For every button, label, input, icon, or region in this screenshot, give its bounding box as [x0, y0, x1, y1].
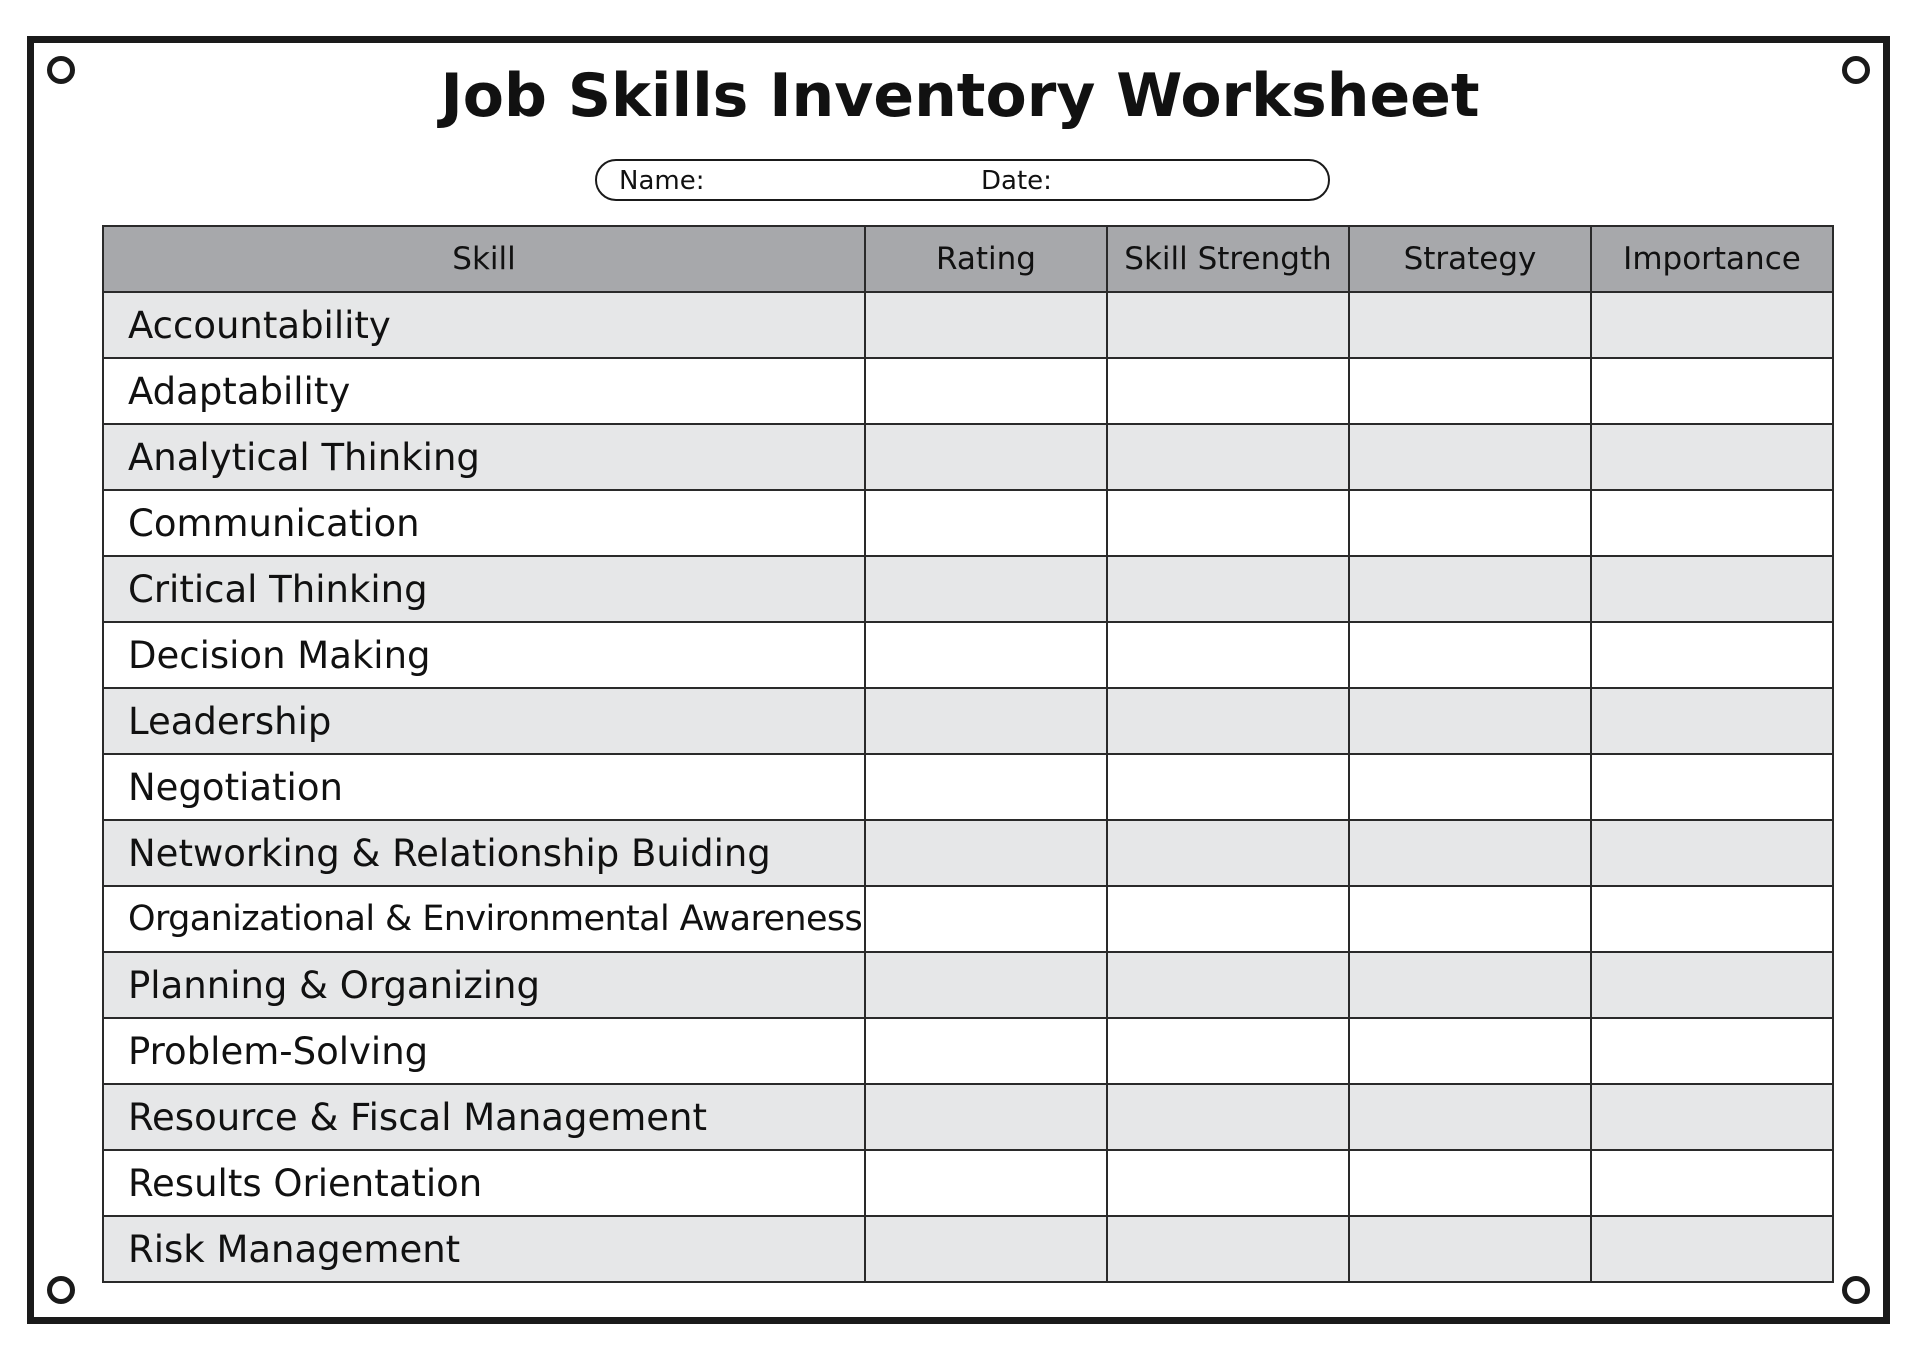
importance-cell[interactable]	[1591, 622, 1833, 688]
name-date-field[interactable]	[595, 159, 1330, 201]
table-row	[103, 424, 1833, 490]
rating-cell[interactable]	[865, 490, 1107, 556]
importance-cell[interactable]	[1591, 1084, 1833, 1150]
importance-cell[interactable]	[1591, 490, 1833, 556]
rating-cell[interactable]	[865, 1084, 1107, 1150]
skill-strength-cell[interactable]	[1107, 754, 1349, 820]
strategy-cell[interactable]	[1349, 490, 1591, 556]
skill-strength-cell[interactable]	[1107, 622, 1349, 688]
skill-strength-cell[interactable]	[1107, 820, 1349, 886]
grommet-circle-icon	[47, 1276, 75, 1304]
rating-cell[interactable]	[865, 952, 1107, 1018]
grommet-circle-icon	[1842, 1276, 1870, 1304]
date-label: Date:	[981, 166, 1052, 196]
skill-strength-cell[interactable]	[1107, 886, 1349, 952]
importance-cell[interactable]	[1591, 754, 1833, 820]
name-label: Name:	[619, 166, 705, 196]
table-header-row	[103, 226, 1833, 292]
table-row	[103, 688, 1833, 754]
importance-cell[interactable]	[1591, 952, 1833, 1018]
strategy-cell[interactable]	[1349, 1216, 1591, 1282]
skill-name-cell: Resource & Fiscal Management	[103, 1084, 865, 1150]
skill-name-cell: Results Orientation	[103, 1150, 865, 1216]
header-rating: Rating	[865, 226, 1107, 292]
page-title: Job Skills Inventory Worksheet	[440, 61, 1480, 131]
skill-name-cell: Organizational & Environmental Awareness	[103, 886, 865, 952]
strategy-cell[interactable]	[1349, 424, 1591, 490]
skill-strength-cell[interactable]	[1107, 1084, 1349, 1150]
strategy-cell[interactable]	[1349, 556, 1591, 622]
skill-name-cell: Networking & Relationship Buiding	[103, 820, 865, 886]
table-row	[103, 754, 1833, 820]
table-row	[103, 1216, 1833, 1282]
skill-name-cell: Critical Thinking	[103, 556, 865, 622]
strategy-cell[interactable]	[1349, 622, 1591, 688]
strategy-cell[interactable]	[1349, 688, 1591, 754]
strategy-cell[interactable]	[1349, 952, 1591, 1018]
skill-name-cell: Communication	[103, 490, 865, 556]
skill-strength-cell[interactable]	[1107, 490, 1349, 556]
strategy-cell[interactable]	[1349, 292, 1591, 358]
header-strategy: Strategy	[1349, 226, 1591, 292]
skill-name-cell: Negotiation	[103, 754, 865, 820]
skill-strength-cell[interactable]	[1107, 952, 1349, 1018]
skills-inventory-table	[102, 225, 1834, 1283]
strategy-cell[interactable]	[1349, 358, 1591, 424]
rating-cell[interactable]	[865, 754, 1107, 820]
rating-cell[interactable]	[865, 1150, 1107, 1216]
table-row	[103, 952, 1833, 1018]
importance-cell[interactable]	[1591, 1216, 1833, 1282]
skill-name-cell: Decision Making	[103, 622, 865, 688]
skill-name-cell: Problem-Solving	[103, 1018, 865, 1084]
table-row	[103, 886, 1833, 952]
skill-name-cell: Risk Management	[103, 1216, 865, 1282]
table-row	[103, 1018, 1833, 1084]
table-row	[103, 490, 1833, 556]
header-skill: Skill	[103, 226, 865, 292]
skill-name-cell: Accountability	[103, 292, 865, 358]
importance-cell[interactable]	[1591, 556, 1833, 622]
importance-cell[interactable]	[1591, 358, 1833, 424]
table-row	[103, 292, 1833, 358]
rating-cell[interactable]	[865, 1216, 1107, 1282]
strategy-cell[interactable]	[1349, 754, 1591, 820]
skill-strength-cell[interactable]	[1107, 358, 1349, 424]
table-row	[103, 358, 1833, 424]
strategy-cell[interactable]	[1349, 1084, 1591, 1150]
skill-strength-cell[interactable]	[1107, 688, 1349, 754]
rating-cell[interactable]	[865, 358, 1107, 424]
rating-cell[interactable]	[865, 292, 1107, 358]
skill-strength-cell[interactable]	[1107, 1216, 1349, 1282]
header-skill-strength: Skill Strength	[1107, 226, 1349, 292]
table-row	[103, 1084, 1833, 1150]
skill-strength-cell[interactable]	[1107, 556, 1349, 622]
skill-name-cell: Planning & Organizing	[103, 952, 865, 1018]
skill-name-cell: Analytical Thinking	[103, 424, 865, 490]
skill-strength-cell[interactable]	[1107, 292, 1349, 358]
table-body	[103, 292, 1833, 1282]
rating-cell[interactable]	[865, 424, 1107, 490]
importance-cell[interactable]	[1591, 1018, 1833, 1084]
table-row	[103, 622, 1833, 688]
strategy-cell[interactable]	[1349, 886, 1591, 952]
rating-cell[interactable]	[865, 688, 1107, 754]
importance-cell[interactable]	[1591, 1150, 1833, 1216]
skill-name-cell: Leadership	[103, 688, 865, 754]
strategy-cell[interactable]	[1349, 820, 1591, 886]
skill-name-cell: Adaptability	[103, 358, 865, 424]
strategy-cell[interactable]	[1349, 1150, 1591, 1216]
rating-cell[interactable]	[865, 556, 1107, 622]
rating-cell[interactable]	[865, 1018, 1107, 1084]
rating-cell[interactable]	[865, 622, 1107, 688]
rating-cell[interactable]	[865, 886, 1107, 952]
importance-cell[interactable]	[1591, 424, 1833, 490]
header-importance: Importance	[1591, 226, 1833, 292]
strategy-cell[interactable]	[1349, 1018, 1591, 1084]
skill-strength-cell[interactable]	[1107, 424, 1349, 490]
importance-cell[interactable]	[1591, 292, 1833, 358]
importance-cell[interactable]	[1591, 688, 1833, 754]
table-row	[103, 556, 1833, 622]
table-row	[103, 1150, 1833, 1216]
rating-cell[interactable]	[865, 820, 1107, 886]
skill-strength-cell[interactable]	[1107, 1018, 1349, 1084]
importance-cell[interactable]	[1591, 820, 1833, 886]
table-row	[103, 820, 1833, 886]
importance-cell[interactable]	[1591, 886, 1833, 952]
skill-strength-cell[interactable]	[1107, 1150, 1349, 1216]
